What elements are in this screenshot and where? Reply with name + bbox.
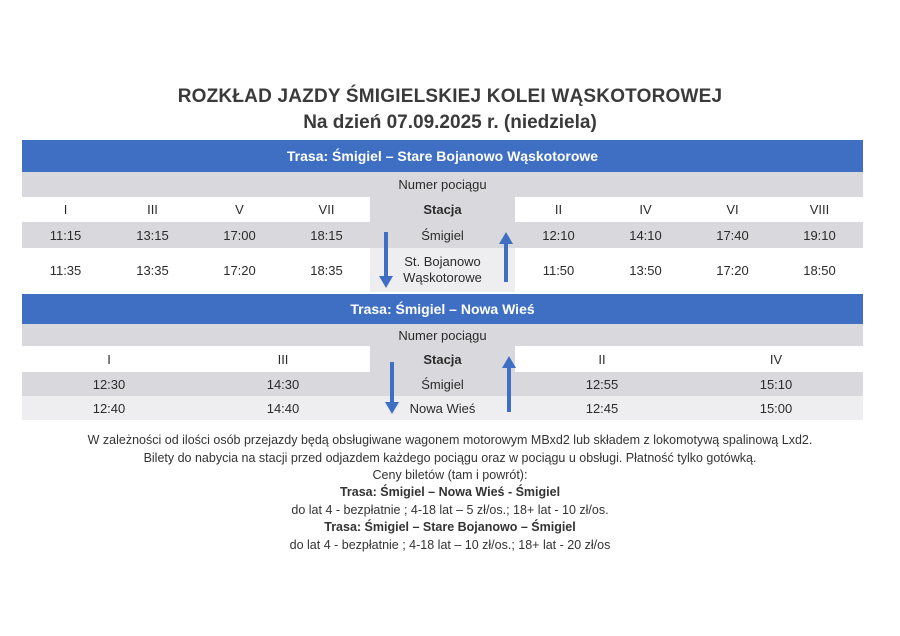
time-cell: 11:50 [542, 262, 575, 278]
time-cell: 13:35 [136, 262, 169, 278]
station-name: Śmigiel [421, 376, 464, 392]
time-cell: 17:40 [716, 227, 749, 243]
station-name: Śmigiel [421, 227, 464, 243]
route2-numer-row [22, 324, 863, 346]
route1-row-smigiel [22, 222, 863, 248]
page-date: Na dzień 07.09.2025 r. (niedziela) [303, 112, 597, 133]
time-cell: 13:15 [136, 227, 169, 243]
arrow-down-icon [379, 232, 393, 288]
route1-train-iii: III [147, 202, 158, 217]
page-title: ROZKŁAD JAZDY ŚMIGIELSKIEJ KOLEI WĄSKOTOROWEJ [177, 86, 723, 107]
route2-train-iii: III [277, 351, 289, 367]
time-cell: 18:35 [310, 262, 343, 278]
time-cell: 12:45 [585, 400, 619, 416]
prices-header: Ceny biletów (tam i powrót): [372, 468, 528, 482]
route1-train-vi: VI [726, 202, 739, 217]
route2-train-iv: IV [769, 351, 783, 367]
route2-stacja-header: Stacja [370, 346, 515, 372]
time-cell: 12:10 [542, 227, 575, 243]
time-cell: 13:50 [629, 262, 662, 278]
route2-row-nowa-wies [22, 396, 863, 420]
route2-train-i: I [107, 351, 111, 367]
route1-train-v: V [235, 202, 244, 217]
arrow-down-icon [385, 362, 399, 414]
time-cell: 14:30 [266, 376, 300, 392]
route1-title-band: Trasa: Śmigiel – Stare Bojanowo Wąskotorowe [22, 140, 863, 172]
route1-numer-label: Numer pociągu [398, 177, 487, 192]
time-cell: 14:10 [629, 227, 662, 243]
route1-numer-row [22, 172, 863, 197]
price1-text: do lat 4 - bezpłatnie ; 4-18 lat – 5 zł/os.; 18+ lat - 10 zł/os. [291, 503, 609, 517]
route1-train-i: I [63, 202, 68, 217]
time-cell: 15:10 [759, 376, 793, 392]
time-cell: 11:15 [49, 227, 82, 243]
time-cell: 12:55 [585, 376, 619, 392]
info-line-2: Bilety do nabycia na stacji przed odjazdem każdego pociągu oraz w pociągu u obsługi. Płatność tylko gotówką. [143, 451, 757, 465]
route2-train-ii: II [598, 351, 606, 367]
price2-route: Trasa: Śmigiel – Stare Bojanowo – Śmigiel [324, 520, 576, 534]
time-cell: 12:30 [92, 376, 126, 392]
price1-route: Trasa: Śmigiel – Nowa Wieś - Śmigiel [339, 485, 561, 499]
route1-train-viii: VIII [809, 202, 830, 217]
route1-train-iv: IV [639, 202, 652, 217]
station-name-line2: Wąskotorowe [403, 270, 482, 285]
route1-train-ii: II [554, 202, 563, 217]
route2-header-row [22, 346, 863, 372]
price2-text: do lat 4 - bezpłatnie ; 4-18 lat – 10 zł/os.; 18+ lat - 20 zł/os [289, 538, 611, 552]
route2-title-band: Trasa: Śmigiel – Nowa Wieś [22, 294, 863, 324]
route1-train-vii: VII [318, 202, 335, 217]
station-name-line1: St. Bojanowo [404, 254, 481, 269]
time-cell: 17:00 [223, 227, 256, 243]
time-cell: 15:00 [759, 400, 793, 416]
time-cell: 11:35 [49, 262, 82, 278]
route1-stacja-header: Stacja [370, 197, 515, 222]
station-name: Nowa Wieś [409, 400, 476, 416]
time-cell: 17:20 [223, 262, 256, 278]
route1-header-row [22, 197, 863, 222]
time-cell: 12:40 [92, 400, 126, 416]
route2-row-smigiel [22, 372, 863, 396]
time-cell: 19:10 [803, 227, 836, 243]
arrow-up-icon [502, 356, 516, 412]
time-cell: 14:40 [266, 400, 300, 416]
route1-row-bojanowo [22, 248, 863, 292]
info-line-1: W zależności od ilości osób przejazdy będą obsługiwane wagonem motorowym MBxd2 lub składem z lokomotywą spalinową Lxd2. [87, 433, 813, 447]
arrow-up-icon [499, 232, 513, 282]
time-cell: 18:15 [310, 227, 343, 243]
route2-numer-label: Numer pociągu [398, 327, 487, 343]
time-cell: 17:20 [716, 262, 749, 278]
time-cell: 18:50 [803, 262, 836, 278]
